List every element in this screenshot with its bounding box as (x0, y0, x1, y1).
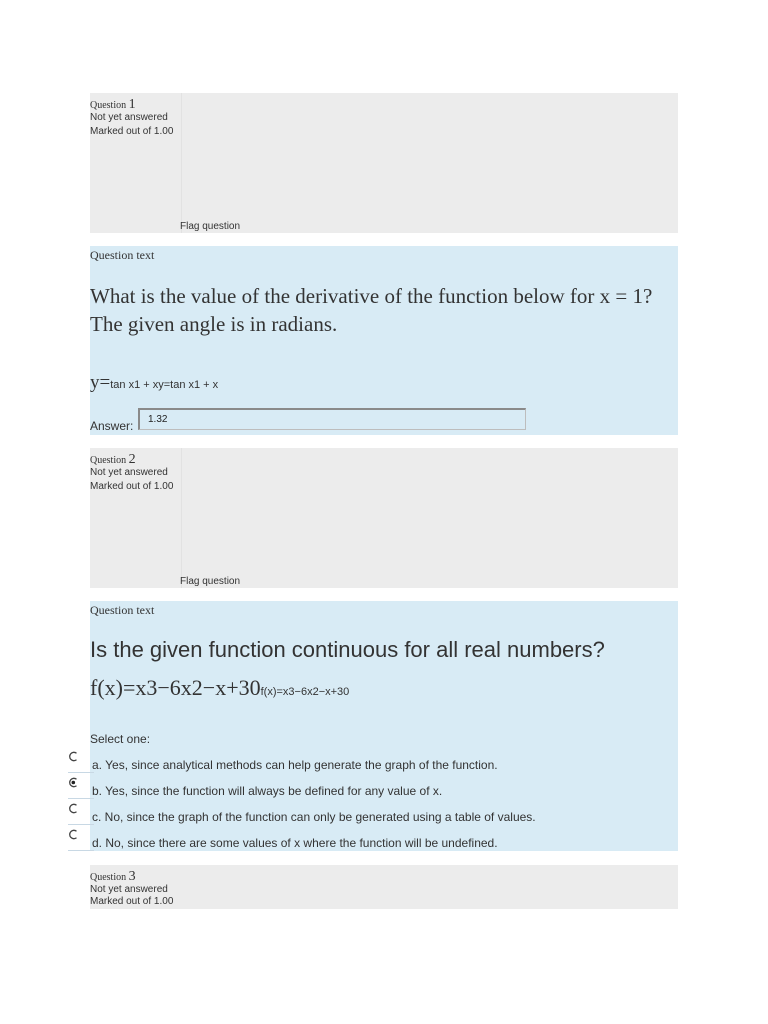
question-number: 1 (128, 97, 136, 112)
option-separator (68, 824, 94, 825)
question-title-prefix: Question (90, 100, 127, 111)
question-marks: Marked out of 1.00 (90, 896, 174, 907)
option-b-label[interactable]: b. Yes, since the function will always be defined for any value of x. (92, 784, 443, 798)
answer-label: Answer: (90, 419, 134, 433)
option-separator (68, 772, 94, 773)
question-marks: Marked out of 1.00 (90, 126, 174, 137)
formula-y: y= (90, 372, 111, 393)
question-number: 2 (128, 452, 136, 467)
flag-question-link[interactable]: Flag question (180, 221, 241, 232)
question-title-prefix: Question (90, 872, 127, 883)
info-divider (181, 448, 182, 588)
select-one-label: Select one: (90, 732, 151, 746)
question-status: Not yet answered (90, 112, 168, 123)
formula-big: f(x)=x3−6x2−x+30 (90, 675, 261, 700)
formula-small: f(x)=x3−6x2−x+30 (260, 686, 350, 698)
question-1-formula (90, 372, 218, 394)
question-3-title (90, 869, 136, 885)
question-1-text: What is the value of the derivative of the function below for x = 1? The given angle is in radians. (90, 284, 653, 336)
answer-input[interactable] (138, 408, 526, 430)
question-text-label: Question text (90, 248, 155, 262)
flag-question-link[interactable]: Flag question (180, 576, 241, 587)
question-title-prefix: Question (90, 455, 127, 466)
question-marks: Marked out of 1.00 (90, 481, 174, 492)
question-2-title (90, 452, 136, 468)
question-1-content (90, 246, 678, 435)
option-c-radio[interactable] (68, 803, 79, 814)
option-a-label[interactable]: a. Yes, since analytical methods can help generate the graph of the function. (92, 758, 498, 772)
question-number: 3 (128, 869, 136, 884)
question-2-info (90, 448, 678, 588)
info-divider (181, 93, 182, 233)
question-status: Not yet answered (90, 884, 168, 895)
option-d-radio[interactable] (68, 829, 79, 840)
option-a-radio[interactable] (68, 751, 79, 762)
question-2-content (90, 601, 678, 851)
option-c-label[interactable]: c. No, since the graph of the function can only be generated using a table of values. (92, 810, 536, 824)
question-2-formula (90, 675, 349, 701)
question-1-info (90, 93, 678, 233)
option-separator (68, 798, 94, 799)
question-3-info (90, 865, 678, 909)
question-text-label: Question text (90, 603, 155, 617)
question-2-text: Is the given function continuous for all real numbers? (90, 637, 605, 662)
option-d-label[interactable]: d. No, since there are some values of x where the function will be undefined. (92, 836, 498, 850)
option-b-radio[interactable] (68, 777, 79, 788)
question-1-title (90, 97, 136, 113)
option-separator (68, 850, 94, 851)
formula-rest: tan x1 + xy=tan x1 + x (110, 379, 219, 391)
question-status: Not yet answered (90, 467, 168, 478)
